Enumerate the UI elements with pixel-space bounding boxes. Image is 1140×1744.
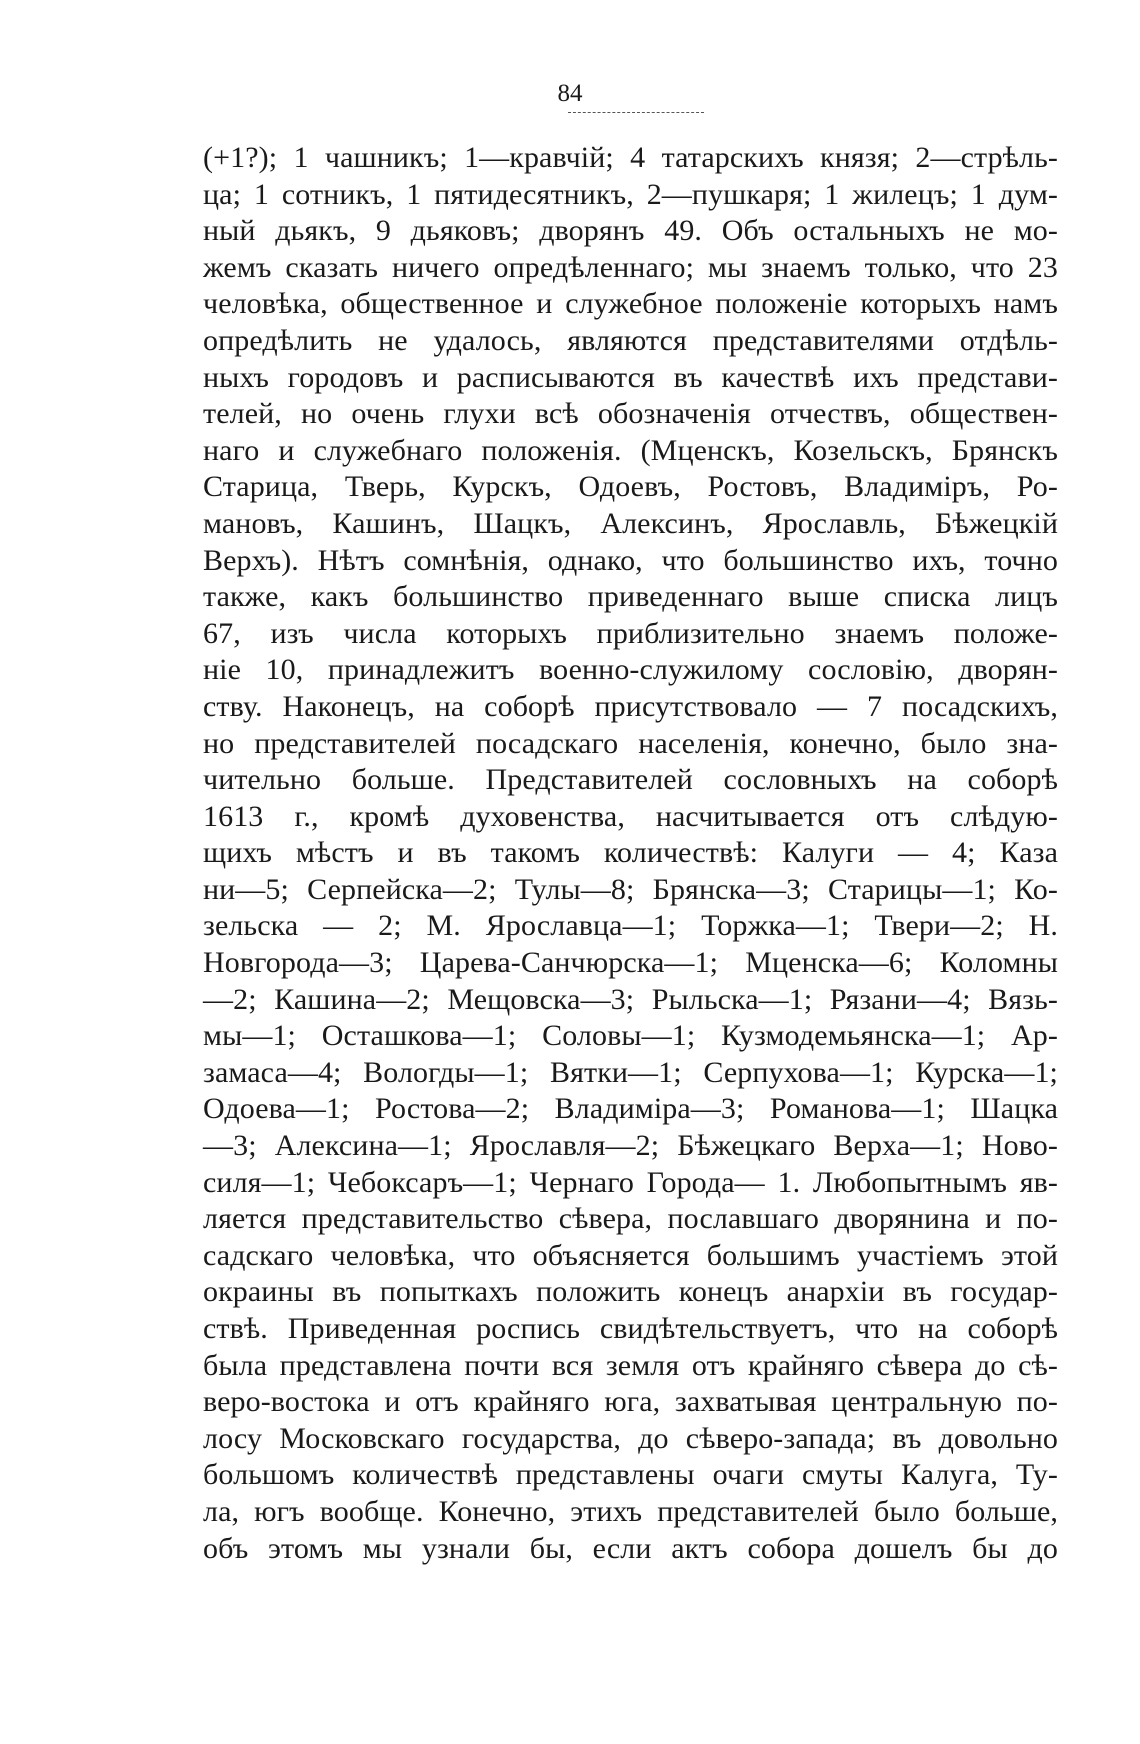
text-line: зельска — 2; М. Ярославца—1; Торжка—1; Твери—2; Н.	[203, 909, 1058, 943]
page-number: 84	[557, 80, 583, 107]
text-line: чительно больше. Представителей сословныхъ на соборѣ	[203, 763, 1058, 797]
text-line: но представителей посадскаго населенія, конечно, было зна-	[203, 726, 1058, 760]
text-line: объ этомъ мы узнали бы, если актъ собора дошелъ бы до	[203, 1531, 1058, 1565]
text-line: ни—5; Серпейска—2; Тулы—8; Брянска—3; Старицы—1; Ко-	[203, 872, 1058, 906]
text-line: мановъ, Кашинъ, Шацкъ, Алексинъ, Ярославль, Бѣжецкій	[203, 506, 1058, 540]
page-number-rule	[568, 112, 704, 113]
text-line: была представлена почти вся земля отъ крайняго сѣвера до сѣ-	[203, 1348, 1058, 1382]
text-line: Новгорода—3; Царева-Санчюрска—1; Мценска—6; Коломны	[203, 946, 1058, 980]
text-line: Верхъ). Нѣтъ сомнѣнія, однако, что большинство ихъ, точно	[203, 543, 1058, 577]
text-line: 67, изъ числа которыхъ приблизительно знаемъ положе-	[203, 616, 1058, 650]
text-line: большомъ количествѣ представлены очаги смуты Калуга, Ту-	[203, 1458, 1058, 1492]
text-line: опредѣлить не удалось, являются представителями отдѣль-	[203, 323, 1058, 357]
text-line: (+1?); 1 чашникъ; 1—кравчій; 4 татарскихъ князя; 2—стрѣль-	[203, 141, 1058, 174]
text-line: ніе 10, принадлежитъ военно-служилому сословію, дворян-	[203, 653, 1058, 687]
text-line: силя—1; Чебоксаръ—1; Чернаго Города— 1. Любопытнымъ яв-	[203, 1165, 1058, 1199]
text-line: щихъ мѣстъ и въ такомъ количествѣ: Калуги — 4; Каза	[203, 836, 1058, 870]
text-line: —2; Кашина—2; Мещовска—3; Рыльска—1; Рязани—4; Вязь-	[203, 982, 1058, 1016]
text-line: 1613 г., кромѣ духовенства, насчитывается отъ слѣдую-	[203, 799, 1058, 833]
text-line: Одоева—1; Ростова—2; Владиміра—3; Романова—1; Шацка	[203, 1092, 1058, 1126]
text-line: человѣка, общественное и служебное положеніе которыхъ намъ	[203, 287, 1058, 321]
text-line: жемъ сказать ничего опредѣленнаго; мы знаемъ только, что 23	[203, 250, 1058, 284]
text-line: садскаго человѣка, что объясняется большимъ участіемъ этой	[203, 1238, 1058, 1272]
text-line: ствѣ. Приведенная роспись свидѣтельствуетъ, что на соборѣ	[203, 1312, 1058, 1345]
text-line: наго и служебнаго положенія. (Мценскъ, Козельскъ, Брянскъ	[203, 433, 1058, 467]
text-line: ныхъ городовъ и расписываются въ качествѣ ихъ представи-	[203, 360, 1058, 394]
text-line: веро-востока и отъ крайняго юга, захватывая центральную по-	[203, 1385, 1058, 1419]
text-line: Старица, Тверь, Курскъ, Одоевъ, Ростовъ, Владиміръ, Ро-	[203, 470, 1058, 504]
text-line: окраины въ попыткахъ положить конецъ анархіи въ государ-	[203, 1275, 1058, 1309]
text-line: телей, но очень глухи всѣ обозначенія отчествъ, обществен-	[203, 397, 1058, 431]
text-line: —3; Алексина—1; Ярославля—2; Бѣжецкаго Верха—1; Ново-	[203, 1129, 1058, 1163]
text-line: ляется представительство сѣвера, пославшаго дворянина и по-	[203, 1202, 1058, 1236]
text-line: замаса—4; Вологды—1; Вятки—1; Серпухова—1; Курска—1;	[203, 1055, 1058, 1089]
text-line: ству. Наконецъ, на соборѣ присутствовало — 7 посадскихъ,	[203, 689, 1058, 723]
text-line: также, какъ большинство приведеннаго выше списка лицъ	[203, 580, 1058, 614]
text-line: мы—1; Осташкова—1; Соловы—1; Кузмодемьянска—1; Ар-	[203, 1019, 1058, 1053]
text-line: ный дьякъ, 9 дьяковъ; дворянъ 49. Объ остальныхъ не мо-	[203, 214, 1058, 248]
body-text	[203, 140, 1058, 1567]
text-line: лосу Московскаго государства, до сѣверо-запада; въ довольно	[203, 1421, 1058, 1455]
text-line: ла, югъ вообще. Конечно, этихъ представителей было больше,	[203, 1494, 1058, 1528]
text-line: ца; 1 сотникъ, 1 пятидесятникъ, 2—пушкаря; 1 жилецъ; 1 дум-	[203, 177, 1058, 211]
